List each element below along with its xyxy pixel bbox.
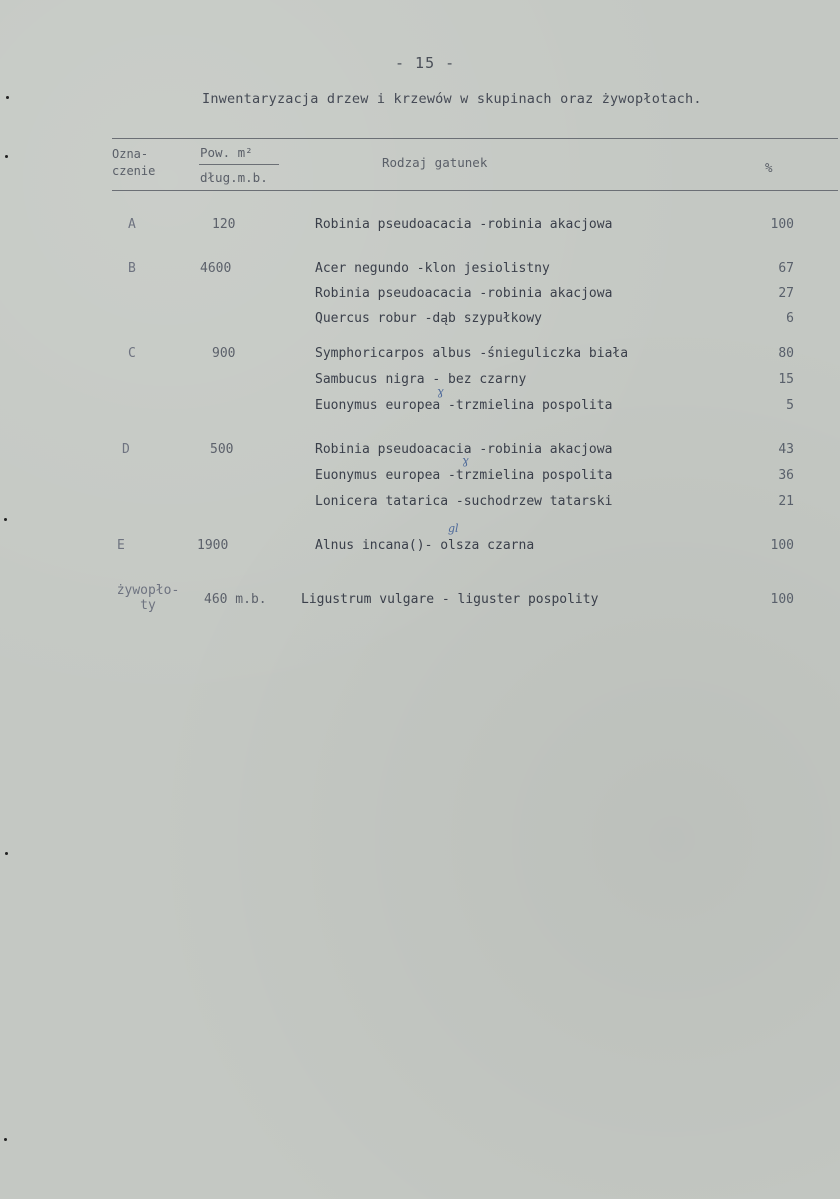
margin-mark <box>5 852 8 855</box>
row-area: 4600 <box>200 261 232 276</box>
margin-mark <box>6 96 9 99</box>
page-number: - 15 - <box>395 54 456 72</box>
species-percent: 6 <box>786 311 794 326</box>
species-percent: 100 <box>770 538 794 553</box>
species-name: Sambucus nigra - bez czarny <box>315 372 527 387</box>
row-code: C <box>128 346 136 361</box>
species-percent: 15 <box>778 372 794 387</box>
species-percent: 21 <box>778 494 794 509</box>
species-name: Ligustrum vulgare - liguster pospolity <box>301 592 599 607</box>
table-top-rule <box>112 138 838 139</box>
species-name: Robinia pseudoacacia -robinia akacjowa <box>315 286 613 301</box>
row-area: 1900 <box>197 538 229 553</box>
row-area: 900 <box>212 346 236 361</box>
document-title: Inwentaryzacja drzew i krzewów w skupinach oraz żywopłotach. <box>202 91 702 107</box>
species-percent: 27 <box>778 286 794 301</box>
species-name: Quercus robur -dąb szypułkowy <box>315 311 542 326</box>
species-name: Euonymus europea -trzmielina pospolita <box>315 398 613 413</box>
species-percent: 100 <box>770 217 794 232</box>
species-percent: 80 <box>778 346 794 361</box>
row-area: 460 m.b. <box>204 592 267 607</box>
row-code: B <box>128 261 136 276</box>
row-area: 120 <box>212 217 236 232</box>
header-oznaczenie-line2: czenie <box>112 164 156 178</box>
species-name: Euonymus europea -trzmielina pospolita <box>315 468 613 483</box>
species-name: Symphoricarpos albus -śnieguliczka biała <box>315 346 629 361</box>
row-code: A <box>128 217 136 232</box>
species-name: Robinia pseudoacacia -robinia akacjowa <box>315 442 613 457</box>
header-oznaczenie <box>112 146 155 180</box>
margin-mark <box>4 518 7 521</box>
margin-mark <box>4 1138 7 1141</box>
header-oznaczenie-line1: Ozna- <box>112 147 149 161</box>
handwritten-correction: ɣ <box>462 454 469 467</box>
row-code: żywopło-ty <box>116 583 180 613</box>
header-rodzaj: Rodzaj gatunek <box>382 155 488 170</box>
species-percent: 43 <box>778 442 794 457</box>
species-name: Lonicera tatarica -suchodrzew tatarski <box>315 494 613 509</box>
margin-mark <box>5 155 8 158</box>
species-name: Alnus incana()- olsza czarna <box>315 538 535 553</box>
header-pow: Pow. m² <box>200 145 253 160</box>
species-name: Robinia pseudoacacia -robinia akacjowa <box>315 217 613 232</box>
species-name: Acer negundo -klon jesiolistny <box>315 261 550 276</box>
row-code: E <box>117 538 125 553</box>
header-percent: % <box>765 160 773 175</box>
handwritten-correction: ɣ <box>437 385 444 398</box>
handwritten-correction: gl <box>448 522 459 535</box>
row-area: 500 <box>210 442 234 457</box>
species-percent: 67 <box>778 261 794 276</box>
row-code: D <box>122 442 130 457</box>
species-percent: 100 <box>770 592 794 607</box>
table-header-rule <box>112 190 838 191</box>
species-percent: 36 <box>778 468 794 483</box>
species-percent: 5 <box>786 398 794 413</box>
header-dlug: dług.m.b. <box>200 170 268 185</box>
header-pow-divider <box>199 164 279 165</box>
